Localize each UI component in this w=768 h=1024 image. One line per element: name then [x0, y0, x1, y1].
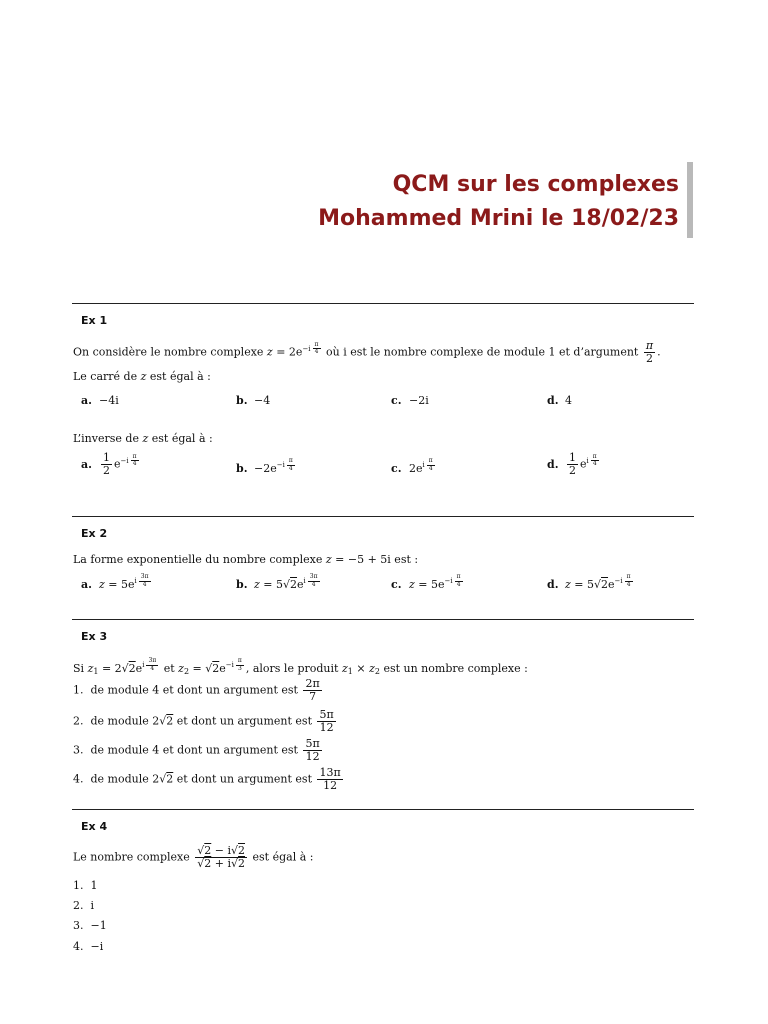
frac-numerator: 5π [319, 708, 334, 721]
item-text: de module 4 et dont un argument est [90, 743, 302, 757]
ex3-q-post: , alors le produit [245, 662, 342, 676]
ex1-q1-option-d[interactable] [547, 394, 572, 407]
option-label: a. [81, 457, 92, 471]
ex1-intro-text: On considère le nombre complexe [73, 345, 267, 359]
ex1-q1-option-b[interactable] [236, 394, 270, 407]
section-divider [72, 303, 694, 304]
option-label: b. [236, 578, 248, 592]
section-divider [72, 809, 694, 810]
section-divider [72, 516, 694, 517]
option-value: −4 [254, 394, 271, 407]
ex3-item-1[interactable] [73, 678, 324, 703]
item-number: 1. [73, 683, 84, 697]
frac-numerator: 2π [305, 677, 320, 690]
ex1-q1-option-c[interactable] [391, 394, 429, 407]
option-label: d. [547, 394, 559, 407]
item-number: 4. [73, 940, 84, 953]
option-label: b. [236, 462, 248, 476]
ex4-item-4[interactable] [73, 940, 103, 953]
ex1-q1-option-a[interactable] [81, 394, 119, 407]
ex2-option-a[interactable]: a. $z = 5e^{i \frac{3\pi}{4}}$ [81, 573, 149, 592]
ex4-q-post: est égal à : [249, 850, 314, 864]
title-line-1: QCM sur les complexes [392, 172, 679, 197]
frac-denominator: 7 [309, 690, 317, 704]
ex1-q2-pre: L’inverse de [73, 432, 143, 445]
ex2-label: Ex 2 [81, 527, 108, 540]
ex2-question-text: La forme exponentielle du nombre complexe [73, 553, 326, 566]
ex2-option-b[interactable]: b. $z = 5√2e^{i \frac{3\pi}{4}}$ [236, 573, 318, 592]
ex4-question: Le nombre complexe $\frac{√2 - i√2}{√2 + i√2}$ est égal à : [73, 844, 314, 871]
item-number: 4. [73, 772, 84, 786]
frac-denominator: 12 [319, 721, 334, 735]
option-label: c. [391, 462, 402, 476]
option-label: a. [81, 394, 92, 407]
ex4-q-pre: Le nombre complexe [73, 850, 194, 864]
ex3-item-3[interactable] [73, 738, 324, 763]
ex2-question-post: est : [390, 553, 419, 566]
ex1-q2-post: est égal à : [148, 432, 213, 445]
section-divider [72, 619, 694, 620]
title-accent-bar [687, 162, 693, 238]
item-number: 1. [73, 879, 84, 892]
ex1-question-2: L’inverse de z est égal à : [73, 432, 213, 445]
option-value: −4i [99, 394, 119, 407]
option-value: 4 [565, 394, 572, 407]
item-module: de module 2 [90, 714, 160, 728]
ex1-q2-option-d[interactable]: d. $\frac{1}{2}$ $e^{i \frac{\pi}{4}}$ [547, 451, 597, 478]
item-number: 3. [73, 919, 84, 932]
option-label: a. [81, 578, 92, 592]
frac-numerator: 5π [305, 737, 320, 750]
ex4-item-2[interactable] [73, 899, 94, 912]
frac-numerator: 13π [319, 766, 341, 779]
item-text: et dont un argument est [176, 714, 316, 728]
option-label: d. [547, 457, 559, 471]
ex1-q2-option-b[interactable]: b. $-2e^{-i \frac{\pi}{4}}$ [236, 457, 293, 476]
option-value: −2i [409, 394, 429, 407]
option-label: d. [547, 578, 559, 592]
ex2-question: La forme exponentielle du nombre complexe z = −5 + 5i est : [73, 553, 419, 566]
item-text: et dont un argument est [176, 772, 316, 786]
ex2-option-c[interactable]: c. $z = 5e^{-i \frac{\pi}{4}}$ [391, 573, 461, 592]
option-label: c. [391, 394, 402, 407]
ex3-question: Si $z_1 = 2√2e^{i \frac{3\pi}{4}}$ et $z_2 = √2e^{-i \frac{\pi}{3}}$ , alors le produit $z_1 \times z_2$ est un nombre complexe : [73, 657, 528, 677]
item-text: de module 4 et dont un argument est [90, 683, 302, 697]
title-line-2: Mohammed Mrini le 18/02/23 [318, 206, 679, 231]
ex2-option-d[interactable]: d. $z = 5√2e^{-i \frac{\pi}{4}}$ [547, 573, 631, 592]
item-number: 2. [73, 714, 84, 728]
ex1-q1-post: est égal à : [146, 370, 211, 383]
ex4-label: Ex 4 [81, 820, 108, 833]
item-value: i [90, 899, 95, 912]
frac-denominator: 12 [323, 779, 338, 793]
ex1-intro-mid: où i est le nombre complexe de module 1 et d’argument [322, 345, 642, 359]
ex3-label: Ex 3 [81, 630, 108, 643]
ex1-intro: On considère le nombre complexe $z = 2e^{-i \frac{\pi}{4}}$ où i est le nombre complexe de module 1 et d’argument $\frac{\pi}{2}$ . [73, 339, 661, 366]
frac-denominator: 12 [305, 750, 320, 764]
ex3-q-pre: Si [73, 662, 88, 676]
option-label: c. [391, 578, 402, 592]
item-value: 1 [90, 879, 98, 892]
item-value: −1 [90, 919, 107, 932]
ex1-question-1: Le carré de z est égal à : [73, 370, 211, 383]
ex1-q1-pre: Le carré de [73, 370, 141, 383]
ex1-q2-option-c[interactable]: c. $2e^{i \frac{\pi}{4}}$ [391, 457, 433, 476]
ex3-q-end: est un nombre complexe : [379, 662, 528, 676]
item-module: de module 2 [90, 772, 160, 786]
option-label: b. [236, 394, 248, 407]
ex3-item-2[interactable]: 2. de module 2√2 et dont un argument est $\frac{5\pi}{12}$ [73, 708, 334, 735]
item-number: 3. [73, 743, 84, 757]
item-number: 2. [73, 899, 84, 912]
ex1-label: Ex 1 [81, 314, 108, 327]
ex3-item-4[interactable]: 4. de module 2√2 et dont un argument est $\frac{13\pi}{12}$ [73, 766, 341, 793]
ex4-item-1[interactable] [73, 879, 98, 892]
item-value: −i [90, 940, 104, 953]
ex1-q2-option-a[interactable]: a. $\frac{1}{2}$ $e^{-i \frac{\pi}{4}}$ [81, 451, 137, 478]
title-block [200, 162, 693, 238]
ex3-q-and: et [160, 662, 179, 676]
ex4-item-3[interactable] [73, 919, 107, 932]
